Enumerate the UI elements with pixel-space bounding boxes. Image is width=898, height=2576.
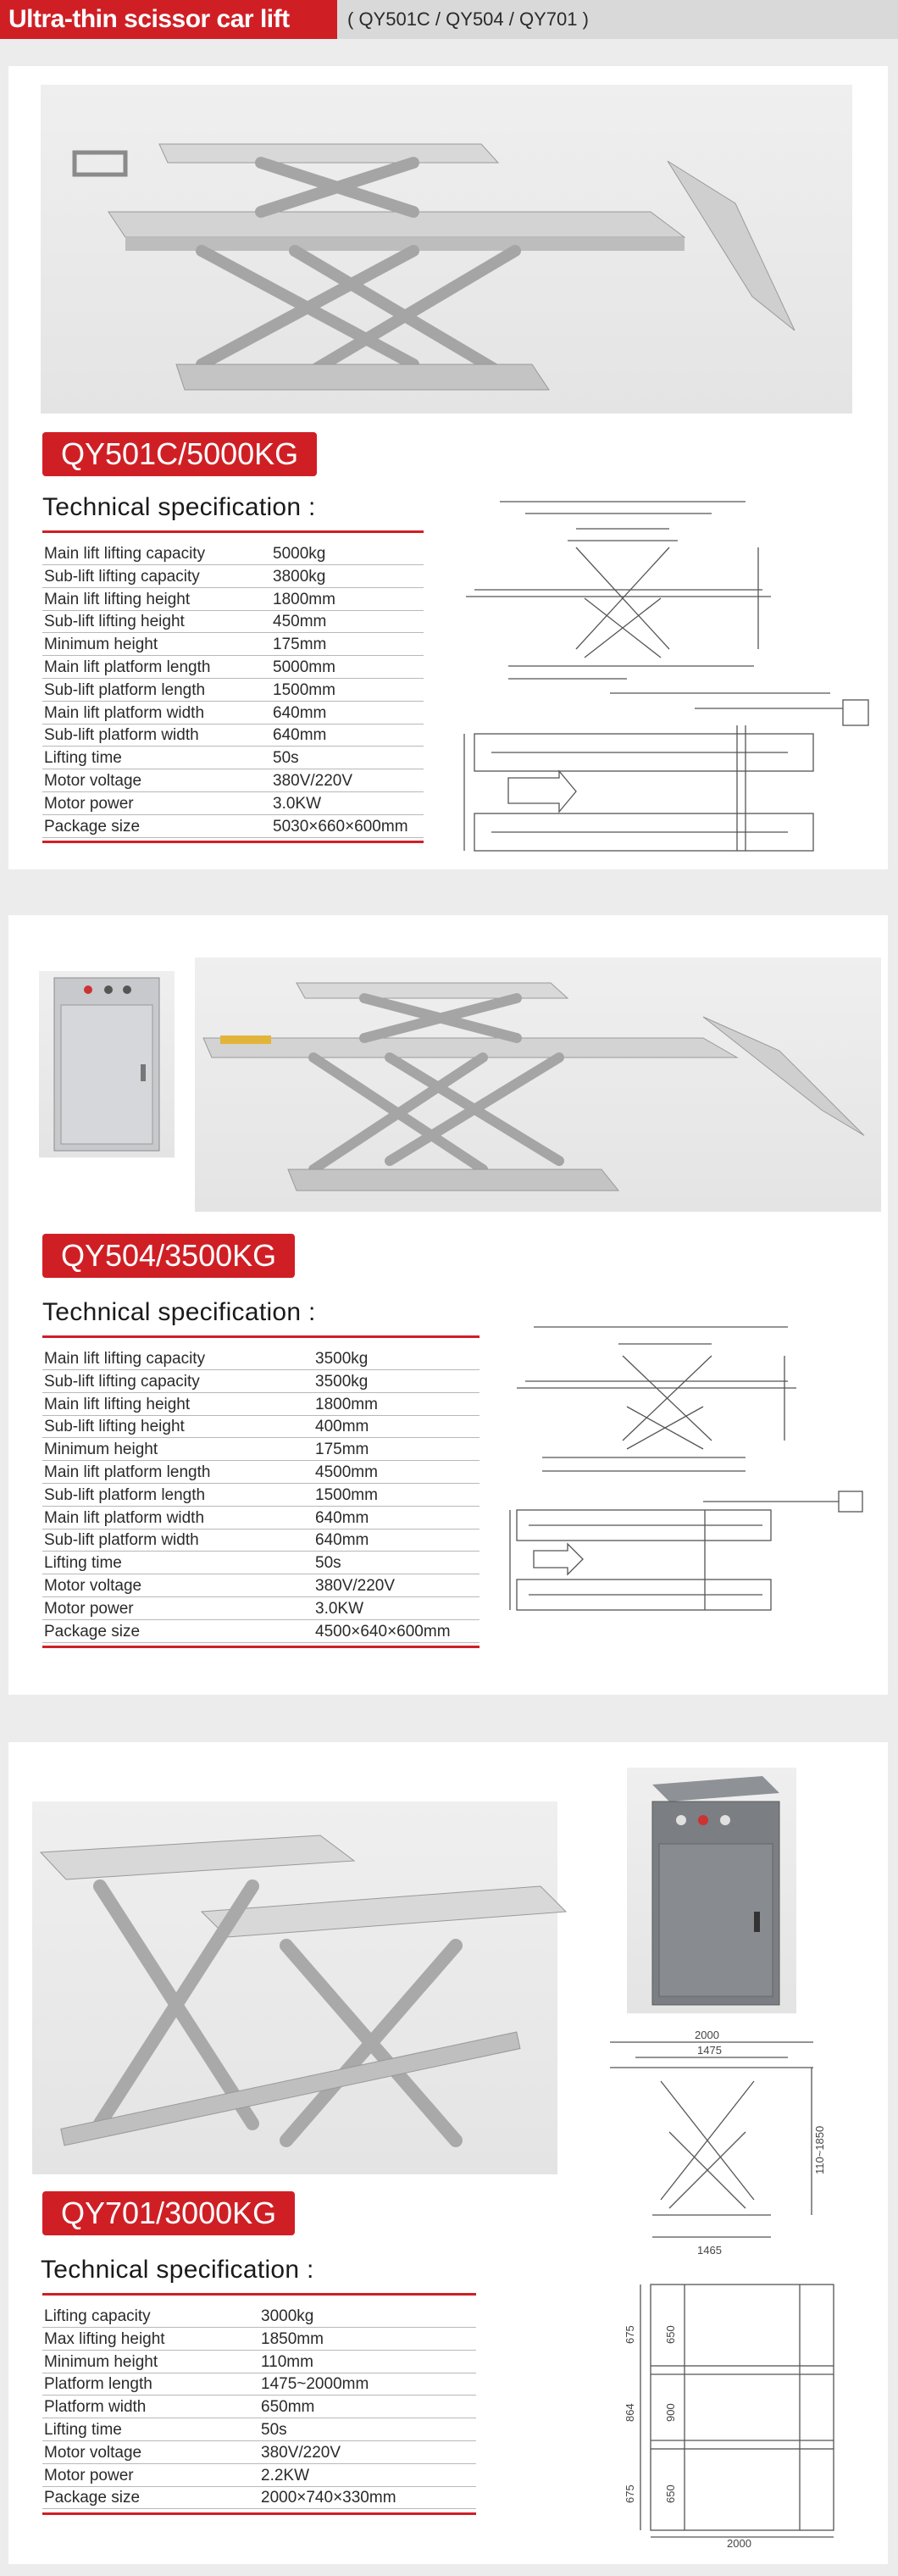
product-card-qy701: [8, 1742, 888, 2564]
spec-row: [42, 610, 424, 633]
spec-row: [42, 2351, 476, 2373]
spec-value: 2000×740×330mm: [261, 2489, 396, 2507]
page-header: [0, 0, 898, 39]
spec-row: [42, 1393, 479, 1416]
dim-side-a: 675: [624, 2325, 636, 2344]
spec-value: 650mm: [261, 2398, 315, 2417]
spec-label: Main lift platform length: [44, 1463, 211, 1481]
spec-row: [42, 1461, 479, 1484]
spec-value: 640mm: [315, 1508, 369, 1527]
spec-label: Motor power: [44, 1599, 134, 1618]
product-card-qy501c: [8, 66, 888, 869]
spec-divider: [42, 1335, 479, 1338]
control-cabinet-illustration: [39, 971, 175, 1158]
scissor-lift-illustration: [41, 85, 852, 414]
technical-drawing: [508, 1322, 881, 1644]
spec-row: [42, 1347, 479, 1370]
spec-row: [42, 542, 424, 565]
spec-value: 380V/220V: [261, 2443, 341, 2462]
control-cabinet-illustration: [627, 1768, 796, 2013]
spec-value: 110mm: [261, 2352, 313, 2371]
spec-label: Lifting time: [44, 2421, 122, 2439]
dim-side-b: 650: [664, 2325, 677, 2344]
spec-value: 1500mm: [273, 680, 335, 699]
spec-row: [42, 565, 424, 588]
dim-mid-b: 900: [664, 2403, 677, 2422]
dim-top-width: 2000: [695, 2029, 719, 2041]
scissor-lift-illustration: [195, 958, 881, 1212]
spec-value: 50s: [315, 1554, 341, 1573]
spec-row: [42, 2464, 476, 2487]
spec-row: [42, 1507, 479, 1530]
spec-row: [42, 724, 424, 747]
product-photo: [195, 958, 881, 1212]
spec-row: [42, 588, 424, 611]
dim-bottom: 2000: [727, 2537, 751, 2550]
model-tag: QY501C/5000KG: [42, 432, 317, 476]
spec-value: 3.0KW: [273, 794, 322, 813]
spec-label: Lifting time: [44, 1554, 122, 1573]
spec-label: Motor voltage: [44, 772, 142, 790]
spec-value: 3.0KW: [315, 1599, 364, 1618]
spec-title: Technical specification :: [42, 493, 316, 521]
spec-row: [42, 1620, 479, 1643]
spec-value: 640mm: [273, 703, 327, 722]
spec-value: 3500kg: [315, 1372, 369, 1391]
spec-row: [42, 2396, 476, 2418]
spec-label: Main lift platform width: [44, 703, 205, 722]
header-title-bar: [0, 0, 337, 39]
spec-value: 2.2KW: [261, 2466, 310, 2484]
dim-side-c: 675: [624, 2484, 636, 2503]
spec-value: 1500mm: [315, 1485, 378, 1504]
model-tag: QY504/3500KG: [42, 1234, 295, 1278]
spec-label: Minimum height: [44, 2352, 158, 2371]
spec-label: Lifting time: [44, 749, 122, 768]
technical-drawing: [457, 497, 881, 852]
spec-row: [42, 1574, 479, 1597]
spec-row: [42, 1529, 479, 1552]
spec-row: [42, 2418, 476, 2441]
spec-value: 175mm: [315, 1441, 369, 1459]
spec-label: Motor voltage: [44, 1577, 142, 1595]
dim-mid-a: 864: [624, 2403, 636, 2422]
spec-label: Package size: [44, 2489, 141, 2507]
spec-bottom-divider: [42, 2512, 476, 2515]
spec-value: 1475~2000mm: [261, 2375, 369, 2394]
spec-label: Sub-lift platform length: [44, 680, 206, 699]
spec-row: [42, 747, 424, 769]
spec-value: 400mm: [315, 1418, 369, 1436]
spec-value: 640mm: [315, 1531, 369, 1550]
spec-label: Main lift lifting capacity: [44, 545, 206, 563]
spec-value: 5000kg: [273, 545, 326, 563]
spec-label: Package size: [44, 817, 141, 836]
spec-row: [42, 702, 424, 724]
dim-base-width: 1465: [697, 2244, 722, 2257]
spec-label: Sub-lift lifting capacity: [44, 567, 200, 586]
product-photo: [41, 85, 852, 414]
dim-top-inner: 1475: [697, 2044, 722, 2057]
spec-bottom-divider: [42, 841, 424, 843]
top-view-drawing: [600, 2276, 845, 2556]
spec-row: [42, 2486, 476, 2509]
spec-label: Main lift lifting height: [44, 1395, 191, 1413]
spec-label: Main lift platform width: [44, 1508, 205, 1527]
scissor-lift-illustration: [32, 1802, 557, 2174]
spec-label: Sub-lift platform width: [44, 726, 199, 745]
spec-label: Max lifting height: [44, 2329, 165, 2348]
spec-value: 175mm: [273, 636, 327, 654]
dim-side-d: 650: [664, 2484, 677, 2503]
spec-label: Main lift lifting capacity: [44, 1350, 206, 1368]
spec-row: [42, 1415, 479, 1438]
spec-divider: [42, 2293, 476, 2296]
spec-value: 4500mm: [315, 1463, 378, 1481]
cabinet-photo: [627, 1768, 796, 2013]
page-title: Ultra-thin scissor car lift: [8, 5, 290, 33]
spec-label: Minimum height: [44, 636, 158, 654]
spec-label: Sub-lift lifting capacity: [44, 1372, 200, 1391]
spec-value: 5000mm: [273, 658, 335, 676]
product-card-qy504: [8, 915, 888, 1695]
spec-divider: [42, 530, 424, 533]
spec-row: [42, 1552, 479, 1574]
spec-label: Lifting capacity: [44, 2307, 151, 2325]
spec-label: Sub-lift platform length: [44, 1485, 206, 1504]
spec-row: [42, 1484, 479, 1507]
spec-value: 380V/220V: [315, 1577, 396, 1595]
spec-row: [42, 2305, 476, 2328]
spec-value: 50s: [261, 2421, 287, 2439]
spec-label: Motor voltage: [44, 2443, 142, 2462]
spec-value: 3800kg: [273, 567, 326, 586]
spec-row: [42, 792, 424, 815]
spec-label: Main lift lifting height: [44, 590, 191, 608]
spec-label: Motor power: [44, 794, 134, 813]
page-subtitle: ( QY501C / QY504 / QY701 ): [347, 8, 589, 30]
model-tag: QY701/3000KG: [42, 2191, 295, 2235]
spec-value: 5030×660×600mm: [273, 817, 408, 836]
product-photo: [32, 1802, 557, 2174]
spec-title: Technical specification :: [41, 2256, 314, 2284]
spec-label: Sub-lift platform width: [44, 1531, 199, 1550]
spec-label: Sub-lift lifting height: [44, 613, 185, 631]
spec-value: 1800mm: [273, 590, 335, 608]
spec-label: Platform length: [44, 2375, 152, 2394]
spec-value: 4500×640×600mm: [315, 1622, 451, 1641]
spec-value: 3500kg: [315, 1350, 369, 1368]
spec-value: 50s: [273, 749, 299, 768]
spec-row: [42, 1438, 479, 1461]
spec-row: [42, 2328, 476, 2351]
spec-row: [42, 679, 424, 702]
spec-row: [42, 2441, 476, 2464]
spec-label: Platform width: [44, 2398, 147, 2417]
spec-bottom-divider: [42, 1646, 479, 1648]
spec-label: Motor power: [44, 2466, 134, 2484]
spec-value: 1850mm: [261, 2329, 324, 2348]
spec-value: 3000kg: [261, 2307, 314, 2325]
spec-value: 640mm: [273, 726, 327, 745]
spec-row: [42, 1597, 479, 1620]
spec-label: Package size: [44, 1622, 141, 1641]
spec-value: 450mm: [273, 613, 327, 631]
dim-height-range: 110~1850: [813, 2125, 826, 2174]
spec-row: [42, 815, 424, 838]
side-view-drawing: [601, 2030, 839, 2259]
spec-row: [42, 1370, 479, 1393]
spec-value: 380V/220V: [273, 772, 353, 790]
spec-row: [42, 2373, 476, 2396]
spec-value: 1800mm: [315, 1395, 378, 1413]
spec-label: Main lift platform length: [44, 658, 211, 676]
spec-label: Sub-lift lifting height: [44, 1418, 185, 1436]
spec-row: [42, 633, 424, 656]
spec-row: [42, 769, 424, 792]
cabinet-photo: [39, 971, 175, 1158]
spec-title: Technical specification :: [42, 1298, 316, 1326]
spec-label: Minimum height: [44, 1441, 158, 1459]
spec-row: [42, 656, 424, 679]
